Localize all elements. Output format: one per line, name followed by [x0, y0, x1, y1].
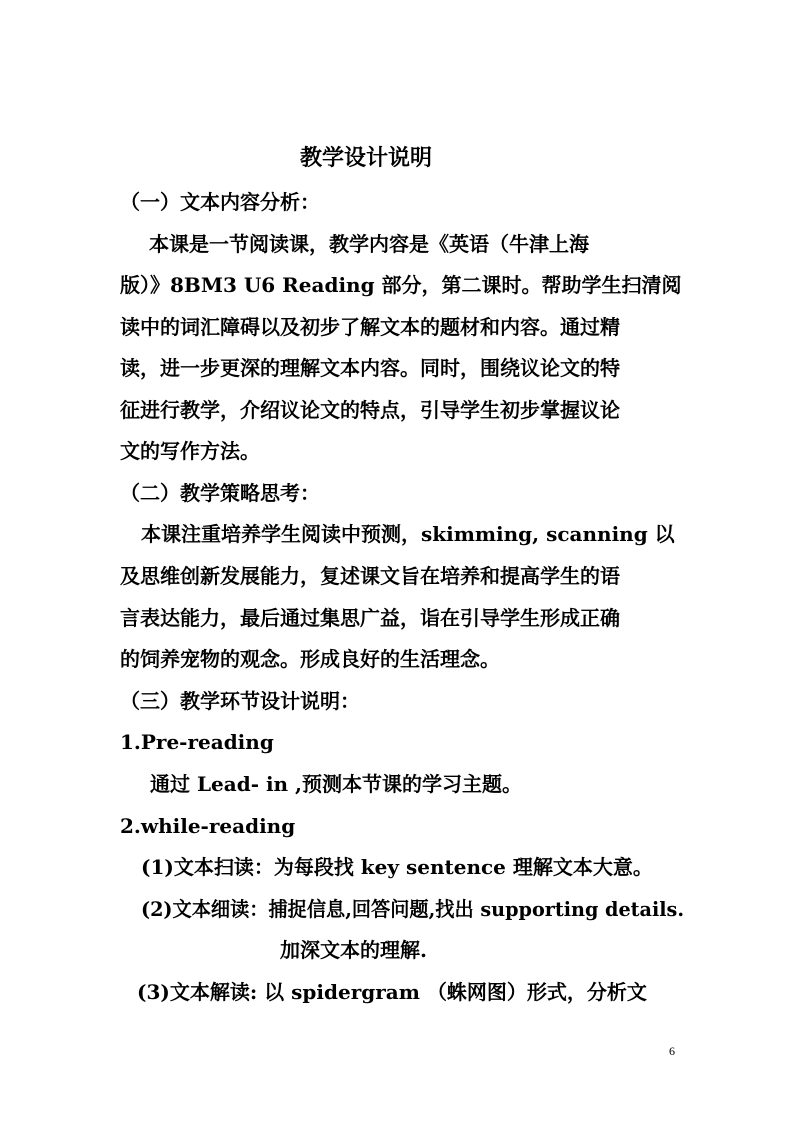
step-item-continuation: 加深文本的理解.	[280, 938, 427, 962]
paragraph-line: 读中的词汇障碍以及初步了解文本的题材和内容。通过精	[120, 315, 620, 339]
paragraph-line: 本课注重培养学生阅读中预测，skimming, scanning 以	[141, 522, 675, 546]
paragraph-line: 征进行教学，介绍议论文的特点，引导学生初步掌握议论	[120, 398, 620, 422]
step-item: (3)文本解读: 以 spidergram （蛛网图）形式，分析文	[137, 980, 647, 1004]
paragraph-line: 的饲养宠物的观念。形成良好的生活理念。	[120, 647, 500, 671]
paragraph-line: 文的写作方法。	[120, 439, 260, 463]
paragraph-line: 言表达能力，最后通过集思广益，诣在引导学生形成正确	[120, 606, 620, 630]
step-heading-while-reading: 2.while-reading	[120, 814, 296, 838]
paragraph-line: 本课是一节阅读课，教学内容是《英语（牛津上海	[149, 232, 589, 256]
step-item: (1)文本扫读：为每段找 key sentence 理解文本大意。	[141, 855, 653, 879]
step-heading-pre-reading: 1.Pre-reading	[120, 730, 274, 754]
step-text: 通过 Lead- in ,预测本节课的学习主题。	[150, 772, 523, 796]
section-heading-steps: （三）教学环节设计说明：	[120, 689, 360, 713]
paragraph-line: 版）》8BM3 U6 Reading 部分，第二课时。帮助学生扫清阅	[120, 273, 682, 297]
document-title: 教学设计说明	[300, 145, 433, 171]
paragraph-line: 及思维创新发展能力，复述课文旨在培养和提高学生的语	[120, 564, 620, 588]
paragraph-line: 读，进一步更深的理解文本内容。同时，围绕议论文的特	[120, 356, 620, 380]
section-heading-strategy: （二）教学策略思考：	[120, 481, 320, 505]
section-heading-text-analysis: （一）文本内容分析：	[120, 190, 320, 214]
page-number: 6	[669, 1044, 675, 1058]
step-item: (2)文本细读：捕捉信息,回答问题,找出 supporting details.	[141, 897, 685, 921]
